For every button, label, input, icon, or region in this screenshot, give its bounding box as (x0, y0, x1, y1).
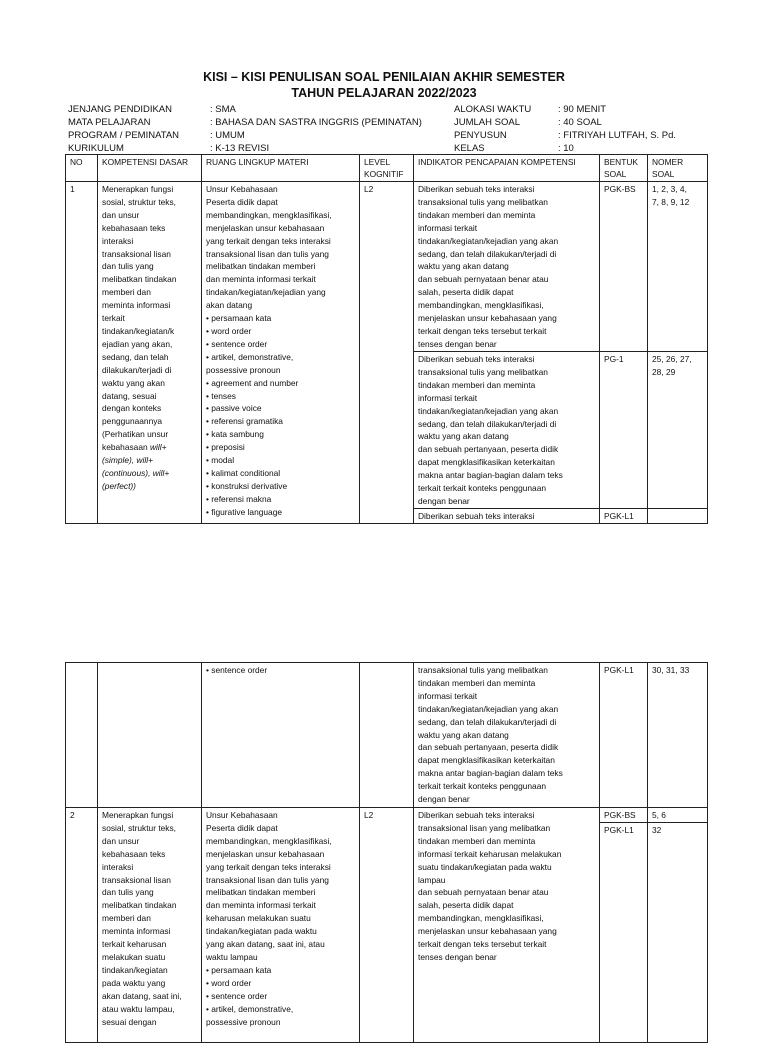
cell-text-line: • artikel, demonstrative, (206, 1003, 294, 1014)
row1-nomer-3 (648, 509, 708, 524)
cell-text-line: akan datang (206, 300, 253, 311)
header-level-line2: KOGNITIF (364, 169, 404, 179)
cell-text-line: possessive pronoun (206, 364, 281, 375)
cell-text-line: Menerapkan fungsi (102, 810, 174, 820)
document-subtitle: TAHUN PELAJARAN 2022/2023 (291, 86, 477, 100)
cell-text-line: informasi terkait (418, 690, 478, 701)
row1-nomer-1 (648, 182, 708, 352)
cell-text-line: melakukan suatu (102, 951, 166, 962)
cell-text-line: • artikel, demonstrative, (206, 351, 294, 362)
cell-text-line: informasi terkait (418, 392, 478, 403)
cell-text-line: atau waktu lampau, (102, 1003, 175, 1014)
row2-ruang-lingkup (202, 808, 360, 1043)
cell-text-line: dengan konteks (102, 403, 162, 414)
cell-text-line: melibatkan tindakan (102, 900, 177, 911)
cell-text-line: meminta informasi (102, 300, 171, 311)
table-row (66, 808, 708, 823)
cell-text-line: (Perhatikan unsur (102, 429, 169, 440)
cell-text-line: meminta informasi (102, 926, 171, 937)
cell-text-line: tindakan/kegiatan/kejadian yang akan (418, 405, 559, 416)
cell-text-line: terkait dengan teks tersebut terkait (418, 325, 547, 336)
header-ruang-lingkup: RUANG LINGKUP MATERI (202, 155, 360, 182)
nomer-line-list (652, 353, 703, 379)
row1-bentuk-1: PGK-BS (600, 182, 648, 352)
meta-jumlah-value: : 40 SOAL (558, 117, 602, 128)
cell-text-line: tindakan/kegiatan pada waktu (206, 926, 317, 937)
cell-text-line: Diberikan sebuah teks interaksi (418, 810, 535, 820)
cell-text-line: interaksi (102, 235, 134, 246)
cell-text-line: melibatkan tindakan (102, 274, 177, 285)
kd-line-part: kebahasaan (102, 442, 150, 453)
cont-level (360, 663, 414, 808)
cell-text-line: sesuai dengan (102, 1016, 157, 1027)
meta-kurikulum-value: : K-13 REVISI (210, 143, 270, 154)
kd-italic-text: (continuous), will+ (102, 467, 170, 478)
cell-text-line: menjelaskan unsur kebahasaan (206, 222, 325, 233)
cell-text-line: terkait (102, 313, 125, 324)
cell-text-line: Peserta didik dapat (206, 196, 278, 207)
cell-text-line: penggunaannya (102, 416, 163, 427)
row2-no: 2 (66, 808, 98, 1043)
document-title: KISI – KISI PENULISAN SOAL PENILAIAN AKHIR SEMESTER (203, 70, 565, 84)
cell-text-line: melibatkan tindakan memberi (206, 887, 316, 898)
cell-text-line: dan tulis yang (102, 261, 154, 272)
cell-text-line: transaksional tulis yang melibatkan (418, 366, 548, 377)
row2-indikator (414, 808, 600, 1043)
row1-bentuk-3: PGK-L1 (600, 509, 648, 524)
meta-jenjang-value: : SMA (210, 104, 236, 115)
ind-line-list (418, 353, 595, 508)
cell-text-line: • word order (206, 977, 252, 988)
cell-text-line: menjelaskan unsur kebahasaan yang (418, 926, 557, 937)
cell-text-line: Diberikan sebuah teks interaksi (418, 354, 535, 364)
cell-text-line: dilakukan/terjadi di (102, 364, 172, 375)
row1-kompetensi-dasar (98, 182, 202, 524)
kd-line-list (102, 809, 197, 1028)
cell-text-line: dapat mengklasifikasikan keterkaitan (418, 457, 555, 468)
kisi-table-page2 (65, 662, 708, 1043)
kd-line (102, 441, 197, 454)
cell-text-line: lampau (418, 874, 446, 885)
header-level-line1: LEVEL (364, 157, 391, 167)
cell-text-line: possessive pronoun (206, 1016, 281, 1027)
cell-text-line: melibatkan tindakan memberi (206, 261, 316, 272)
cont-kompetensi-dasar (98, 663, 202, 808)
cell-text-line: salah, peserta didik dapat (418, 900, 514, 911)
cell-text-line: sedang, dan telah dilakukan/terjadi di (418, 418, 557, 429)
meta-penyusun-value: : FITRIYAH LUTFAH, S. Pd. (558, 130, 677, 141)
cell-text-line: tindakan/kegiatan/kejadian yang (206, 287, 326, 298)
cell-text-line: • sentence order (206, 338, 268, 349)
cell-text-line: transaksional tulis yang melibatkan (418, 196, 548, 207)
cell-text-line: dan sebuah pertanyaan, peserta didik (418, 444, 559, 455)
cell-text-line: makna antar bagian-bagian dalam teks (418, 470, 563, 481)
kd-italic-text: (perfect)) (102, 480, 136, 491)
cell-text-line: dan unsur (102, 835, 140, 846)
cell-text-line: tindakan/kegiatan/k (102, 325, 175, 336)
cell-text-line: dan sebuah pernyataan benar atau (418, 274, 549, 285)
cell-text-line: membandingkan, mengklasifikasi, (206, 835, 332, 846)
kd-line-list (102, 183, 197, 441)
cell-text-line: tenses dengan benar (418, 951, 497, 962)
cell-text-line: 7, 8, 9, 12 (652, 196, 690, 207)
cell-text-line: suatu tindakan/kegiatan pada waktu (418, 861, 552, 872)
row2-nomer-1: 5, 6 (648, 808, 708, 823)
cell-text-line: transaksional lisan yang melibatkan (418, 822, 551, 833)
kd-italic-text: will+ (149, 442, 167, 453)
cell-text-line: tindakan/kegiatan/kejadian yang akan (418, 703, 559, 714)
cell-text-line: tindakan memberi dan meminta (418, 835, 536, 846)
cell-text-line: • modal (206, 455, 235, 466)
cell-text-line: sosial, struktur teks, (102, 822, 177, 833)
cell-text-line: • sentence order (206, 990, 268, 1001)
cell-text-line: tenses dengan benar (418, 338, 497, 349)
rl-line-list (206, 183, 355, 519)
ind-line-list (418, 809, 595, 964)
row1-ruang-lingkup (202, 182, 360, 524)
cell-text-line: terkait terkait konteks penggunaan (418, 781, 547, 792)
cell-text-line: tindakan memberi dan meminta (418, 209, 536, 220)
cell-text-line: datang, sesuai (102, 390, 157, 401)
cell-text-line: dan unsur (102, 209, 140, 220)
meta-program-value: : UMUM (210, 130, 245, 141)
cell-text-line: waktu yang akan datang (418, 729, 509, 740)
cell-text-line: akan datang, saat ini, (102, 990, 182, 1001)
cell-text-line: 1, 2, 3, 4, (652, 184, 687, 194)
cell-text-line: transaksional tulis yang melibatkan (418, 665, 548, 675)
cell-text-line: dan tulis yang (102, 887, 154, 898)
cell-text-line: transaksional lisan (102, 874, 171, 885)
nomer-line-list (652, 183, 703, 209)
rl-line-list (206, 809, 355, 1028)
cell-text-line: sedang, dan telah dilakukan/terjadi di (418, 716, 557, 727)
cell-text-line: yang terkait dengan teks interaksi (206, 235, 331, 246)
cell-text-line: dengan benar (418, 495, 470, 506)
cell-text-line: waktu yang akan (102, 377, 165, 388)
ind-line-list (418, 664, 595, 806)
row2-kompetensi-dasar (98, 808, 202, 1043)
cell-text-line: • preposisi (206, 442, 245, 453)
cell-text-line: informasi terkait keharusan melakukan (418, 848, 562, 859)
header-bentuk-line2: SOAL (604, 169, 627, 179)
cell-text-line: terkait dengan teks tersebut terkait (418, 939, 547, 950)
meta-kelas-label: KELAS (454, 143, 485, 154)
header-level-kognitif (360, 155, 414, 182)
cell-text-line: • persamaan kata (206, 964, 272, 975)
cell-text-line: menjelaskan unsur kebahasaan (206, 848, 325, 859)
table-row (66, 182, 708, 352)
ind-line-list (418, 183, 595, 351)
cell-text-line: Diberikan sebuah teks interaksi (418, 184, 535, 194)
cell-text-line: 25, 26, 27, (652, 354, 692, 364)
cell-text-line: transaksional lisan (102, 248, 171, 259)
cell-text-line: • passive voice (206, 403, 262, 414)
cell-text-line: Peserta didik dapat (206, 822, 278, 833)
header-indikator: INDIKATOR PENCAPAIAN KOMPETENSI (414, 155, 600, 182)
cell-text-line: pada waktu yang (102, 977, 166, 988)
cell-text-line: membandingkan, mengklasifikasi, (206, 209, 332, 220)
cell-text-line: • konstruksi derivative (206, 480, 288, 491)
meta-program-label: PROGRAM / PEMINATAN (68, 130, 180, 141)
cell-text-line: 28, 29 (652, 366, 676, 377)
table-header-row (66, 155, 708, 182)
table-row (66, 663, 708, 808)
cell-text-line: terkait terkait konteks penggunaan (418, 483, 547, 494)
cont-no (66, 663, 98, 808)
cont-nomer: 30, 31, 33 (648, 663, 708, 808)
cell-text-line: transaksional lisan dan tulis yang (206, 874, 329, 885)
cell-text-line: tindakan memberi dan meminta (418, 677, 536, 688)
cell-text-line: tindakan/kegiatan (102, 964, 168, 975)
cell-text-line: • referensi gramatika (206, 416, 283, 427)
row1-no: 1 (66, 182, 98, 524)
cell-text-line: waktu yang akan datang (418, 261, 509, 272)
meta-mapel-value: : BAHASA DAN SASTRA INGGRIS (PEMINATAN) (210, 117, 422, 128)
cont-ruang-lingkup: • sentence order (202, 663, 360, 808)
kd-italic-text: (simple), will+ (102, 455, 153, 466)
cell-text-line: • persamaan kata (206, 313, 272, 324)
meta-jenjang-label: JENJANG PENDIDIKAN (68, 104, 172, 115)
cell-text-line: dapat mengklasifikasikan keterkaitan (418, 755, 555, 766)
cell-text-line: yang terkait dengan teks interaksi (206, 861, 331, 872)
cell-text-line: Menerapkan fungsi (102, 184, 174, 194)
header-kompetensi-dasar: KOMPETENSI DASAR (98, 155, 202, 182)
cell-text-line: sedang, dan telah (102, 351, 169, 362)
cell-text-line: waktu lampau (206, 951, 258, 962)
cell-text-line: ejadian yang akan, (102, 338, 173, 349)
cell-text-line: • kata sambung (206, 429, 264, 440)
cell-text-line: Unsur Kebahasaan (206, 810, 278, 820)
cell-text-line: memberi dan (102, 913, 151, 924)
cell-text-line: menjelaskan unsur kebahasaan yang (418, 313, 557, 324)
header-no: NO (66, 155, 98, 182)
row1-nomer-2 (648, 352, 708, 509)
cell-text-line: transaksional lisan dan tulis yang (206, 248, 329, 259)
cell-text-line: makna antar bagian-bagian dalam teks (418, 768, 563, 779)
header-nomer-soal (648, 155, 708, 182)
kisi-table-page1 (65, 154, 708, 524)
header-nomer-line1: NOMER (652, 157, 684, 167)
cell-text-line: dan sebuah pertanyaan, peserta didik (418, 742, 559, 753)
row1-bentuk-2: PG-1 (600, 352, 648, 509)
meta-mapel-label: MATA PELAJARAN (68, 117, 151, 128)
row2-nomer-2: 32 (648, 822, 708, 1042)
cell-text-line: memberi dan (102, 287, 151, 298)
cell-text-line: dan meminta informasi terkait (206, 274, 316, 285)
cell-text-line: yang akan datang, saat ini, atau (206, 939, 325, 950)
cell-text-line: • figurative language (206, 506, 283, 517)
row1-indikator-1 (414, 182, 600, 352)
meta-alokasi-label: ALOKASI WAKTU (454, 104, 532, 115)
cell-text-line: keharusan melakukan suatu (206, 913, 311, 924)
meta-penyusun-label: PENYUSUN (454, 130, 507, 141)
cell-text-line: sosial, struktur teks, (102, 196, 177, 207)
cont-indikator (414, 663, 600, 808)
cell-text-line: dengan benar (418, 794, 470, 805)
header-bentuk-line1: BENTUK (604, 157, 638, 167)
header-bentuk-soal (600, 155, 648, 182)
cell-text-line: Unsur Kebahasaan (206, 184, 278, 194)
row1-indikator-2 (414, 352, 600, 509)
cell-text-line: interaksi (102, 861, 134, 872)
cell-text-line: • word order (206, 325, 252, 336)
cell-text-line: sedang, dan telah dilakukan/terjadi di (418, 248, 557, 259)
row2-bentuk-2: PGK-L1 (600, 822, 648, 1042)
cell-text-line: • kalimat conditional (206, 467, 281, 478)
meta-kelas-value: : 10 (558, 143, 574, 154)
cell-text-line: informasi terkait (418, 222, 478, 233)
cell-text-line: kebahasaan teks (102, 848, 166, 859)
row1-level: L2 (360, 182, 414, 524)
row2-bentuk-1: PGK-BS (600, 808, 648, 823)
cell-text-line: • agreement and number (206, 377, 299, 388)
meta-kurikulum-label: KURIKULUM (68, 143, 124, 154)
cell-text-line: waktu yang akan datang (418, 431, 509, 442)
cell-text-line: tindakan/kegiatan/kejadian yang akan (418, 235, 559, 246)
row1-indikator-3: Diberikan sebuah teks interaksi (414, 509, 600, 524)
row2-level: L2 (360, 808, 414, 1043)
header-nomer-line2: SOAL (652, 169, 675, 179)
cell-text-line: kebahasaan teks (102, 222, 166, 233)
cell-text-line: • referensi makna (206, 493, 272, 504)
cell-text-line: tindakan memberi dan meminta (418, 379, 536, 390)
cell-text-line: dan meminta informasi terkait (206, 900, 316, 911)
meta-jumlah-label: JUMLAH SOAL (454, 117, 520, 128)
cont-bentuk: PGK-L1 (600, 663, 648, 808)
cell-text-line: dan sebuah pernyataan benar atau (418, 887, 549, 898)
cell-text-line: membandingkan, mengklasifikasi, (418, 300, 544, 311)
meta-alokasi-value: : 90 MENIT (558, 104, 607, 115)
cell-text-line: • tenses (206, 390, 236, 401)
cell-text-line: membandingkan, mengklasifikasi, (418, 913, 544, 924)
cell-text-line: terkait keharusan (102, 939, 167, 950)
cell-text-line: salah, peserta didik dapat (418, 287, 514, 298)
